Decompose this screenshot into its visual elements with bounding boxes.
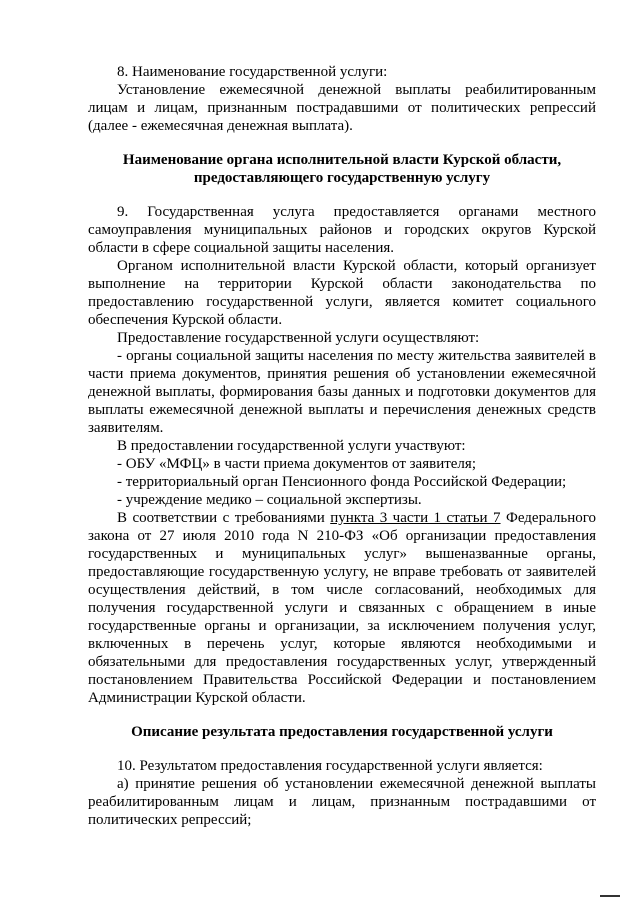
section-9-p5: В предоставлении государственной услуги участвуют:	[117, 438, 466, 454]
section-9-p9-pre: В соответствии с требованиями	[117, 510, 331, 526]
section-9-p1: 9. Государственная услуга предоставляется органами местного самоуправления муниципальных районов и городских округов Курской области в сфере социальной защиты населения.	[88, 204, 596, 256]
law-reference-link[interactable]: пункта 3 части 1 статьи 7	[330, 510, 501, 526]
section-10-p2: а) принятие решения об установлении ежемесячной денежной выплаты реабилитированным лицам и лицам, признанным пострадавшими от политических репрессий;	[88, 776, 596, 828]
section-9-p9-post: Федерального закона от 27 июля 2010 года N 210-ФЗ «Об организации предоставления государственных и муниципальных услуг» вышеназванные органы, предоставляющие государственную услугу, не вправе требовать от заявителей осуществления действий, в том числе согласований, необходимых для получения государственной услуги и связанных с обращением в иные государственные органы и организации, за исключением получения услуг, включенных в перечень услуг, которые являются необходимыми и обязательными для предоставления государственных услуг, утвержденный постановлением Правительства Российской Федерации и постановлением Администрации Курской области.	[88, 510, 596, 706]
section-9-p6: - ОБУ «МФЦ» в части приема документов от заявителя;	[117, 456, 476, 472]
heading-agency-line2: предоставляющего государственную услугу	[193, 170, 491, 186]
heading-result: Описание результата предоставления государственной услуги	[131, 724, 553, 740]
section-8-text: Установление ежемесячной денежной выплаты реабилитированным лицам и лицам, признанным пострадавшими от политических репрессий (далее - ежемесячная денежная выплата).	[88, 82, 596, 134]
section-9-p7: - территориальный орган Пенсионного фонда Российской Федерации;	[117, 474, 567, 490]
section-9-p3: Предоставление государственной услуги осуществляют:	[117, 330, 480, 346]
section-9-p2: Органом исполнительной власти Курской области, который организует выполнение на территории Курской области законодательства по предоставлению государственной услуги, является комитет социального обеспечения Курской области.	[88, 258, 596, 328]
section-8-label: 8. Наименование государственной услуги:	[117, 64, 388, 80]
heading-agency-line1: Наименование органа исполнительной власти Курской области,	[122, 152, 562, 168]
section-9-p9	[88, 509, 596, 707]
section-10-p1: 10. Результатом предоставления государственной услуги является:	[117, 758, 543, 774]
section-9-p4: - органы социальной защиты населения по месту жительства заявителей в части приема документов, принятия решения об установлении ежемесячной денежной выплаты, формирования базы данных и подготовки документов для выплаты ежемесячной денежной выплаты и перечисления денежных средств заявителям.	[88, 348, 596, 436]
scan-mark	[600, 895, 620, 897]
section-9-p8: - учреждение медико – социальной экспертизы.	[117, 492, 422, 508]
document-body	[88, 63, 596, 829]
